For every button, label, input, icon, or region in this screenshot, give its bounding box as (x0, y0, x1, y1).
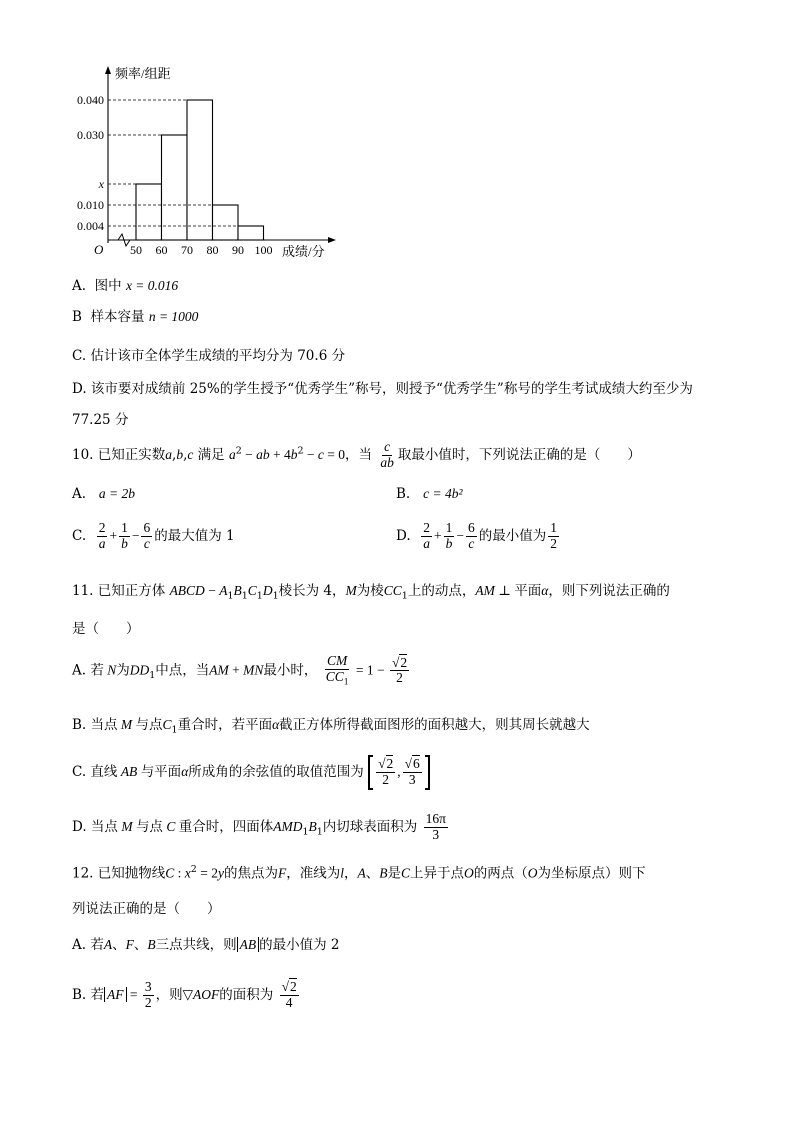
option-text: 重合时，四面体 (178, 818, 274, 835)
q12-option-b: B. 若 AF = $\frac{3}{2}$ ，则▽AOF的面积为 $\frac{√2}{4}$ (72, 979, 297, 1010)
q9-option-d (72, 381, 693, 397)
y-axis-label: 频率/组距 (115, 66, 171, 81)
stem-text: 10. 已知正实数 (72, 446, 166, 463)
stem-text: 为坐标原点）则下 (537, 865, 646, 882)
option-text: 中点，当 (155, 662, 210, 679)
q9-option-b (72, 309, 198, 325)
stem-text: 满足 (197, 446, 225, 463)
option-text: 截正方体所得截面图形的面积越大，则其周长就越大 (279, 717, 590, 733)
option-text: 与点 (135, 717, 163, 733)
stem-text: 平面 (514, 583, 542, 599)
option-prefix: B. (396, 486, 411, 502)
stem-text: 取最小值时，下列说法正确的是（ ） (397, 446, 641, 463)
stem-text: 的两点（ (473, 865, 528, 882)
option-text: B. 若 (72, 986, 105, 1003)
option-text: 77.25 分 (72, 412, 129, 428)
option-text: C. 直线 (72, 763, 118, 780)
option-prefix: A. (72, 486, 87, 502)
q11-stem: 11. 已知正方体 ABCD − $A_1B_1C_1D_1$棱长为 4，M为棱$CC_1$上的动点，AM ⊥ 平面α，则下列说法正确的 (72, 583, 670, 602)
option-text: 的最大值为 1 (154, 527, 235, 544)
x-tick-label: 80 (206, 243, 219, 257)
x-axis-label: 成绩/分 (282, 244, 325, 259)
q10-option-a (72, 486, 135, 502)
option-text: 内切球表面积为 (322, 818, 418, 835)
option-text: D. 该市要对成绩前 25%的学生授予“优秀学生”称号，则授予“优秀学生”称号的学生考试成绩大约至少为 (72, 381, 693, 397)
option-math: n = 1000 (148, 309, 199, 324)
option-text: A. 若 (72, 937, 104, 953)
q10-option-d: D. $\frac{2}{a}$ + $\frac{1}{b}$ − $\frac{6}{c}$ 的最小值为 $\frac{1}{2}$ (396, 520, 557, 551)
option-prefix: B (72, 309, 82, 325)
option-text: 的最小值为 2 (259, 937, 340, 953)
q9-option-c (72, 348, 345, 364)
x-tick-label: 50 (130, 243, 142, 257)
stem-text: 上的动点， (407, 583, 476, 599)
q12-stem-line2 (72, 901, 221, 917)
frequency-histogram (60, 58, 360, 268)
q10-stem: 10. 已知正实数a,b,c 满足 $a^2$ − ab + $4b^2 - c = 0$，当 $\frac{c}{ab}$ 取最小值时，下列说法正确的是（ ） (72, 439, 641, 470)
origin-label: O (94, 242, 104, 257)
option-text: 为 (116, 662, 130, 679)
x-axis-arrow (328, 237, 336, 243)
y-tick-label: 0.030 (77, 128, 104, 142)
option-text: ，则 (155, 986, 183, 1003)
option-text: 所成角的余弦值的取值范围为 (188, 763, 364, 780)
stem-text: ，则下列说法正确的 (548, 583, 670, 599)
stem-text: 11. 已知正方体 (72, 583, 166, 599)
stem-text: ， (343, 865, 358, 882)
option-math: x = 0.016 (125, 278, 179, 293)
q12-option-a: A. 若A、F、B三点共线，则 AB 的最小值为 2 (72, 937, 340, 953)
x-tick-label: 90 (232, 243, 244, 257)
histogram-bar-90-100 (238, 226, 264, 240)
x-tick-label: 60 (155, 243, 168, 257)
q9-option-a (72, 278, 178, 294)
stem-text: 的焦点为 (223, 865, 278, 882)
histogram-bar-50-60 (136, 184, 162, 240)
x-tick-label: 100 (254, 243, 273, 257)
option-text: B. 当点 (72, 717, 118, 733)
option-text: 的最小值为 (478, 527, 547, 544)
y-tick-label: 0.010 (77, 198, 104, 212)
option-text: A. 若 (72, 662, 104, 679)
option-text: C. 估计该市全体学生成绩的平均分为 70.6 分 (72, 348, 346, 364)
q11-option-b: B. 当点 M 与点$C_1$重合时，若平面α截正方体所得截面图形的面积越大，则其周长就越大 (72, 717, 590, 736)
option-text: 与平面 (140, 763, 182, 780)
stem-text: 上异于点 (410, 865, 464, 882)
q11-option-c: C. 直线 AB 与平面α所成角的余弦值的取值范围为 $\frac{√2}{2}$ , $\frac{√6}{3}$ (72, 757, 430, 788)
y-tick-label: 0.004 (77, 219, 104, 233)
q11-option-d: D. 当点 M 与点 C 重合时，四面体$AMD_1B_1$内切球表面积为 $\frac{16\pi}{3}$ (72, 811, 446, 842)
q10-option-b (396, 486, 463, 502)
option-text: 三点共线，则 (155, 937, 237, 953)
histogram-bar-60-70 (162, 135, 188, 240)
y-axis-arrow (105, 66, 111, 74)
stem-text: 是（ ） (72, 621, 140, 637)
option-prefix: C. (72, 527, 87, 544)
x-tick-label: 70 (181, 243, 193, 257)
histogram-bar-70-80 (187, 100, 213, 240)
stem-text: 12. 已知抛物线 (72, 865, 166, 882)
option-text: D. 当点 (72, 818, 118, 835)
option-text: 与点 (135, 818, 163, 835)
q11-option-a: A. 若 N为$DD_1$中点，当AM + MN最小时， $\frac{CM}{CC_1}$ = 1 − $\frac{√2}{2}$ (72, 653, 408, 688)
option-text: 的面积为 (219, 986, 274, 1003)
stem-text: 棱长为 4， (278, 583, 346, 599)
option-prefix: A. (72, 278, 87, 294)
q12-stem: 12. 已知抛物线C : $x^2 = 2y$的焦点为F，准线为l，A、B是C上异于点O的两点（O为坐标原点）则下 (72, 864, 646, 882)
option-text: 样本容量 (90, 309, 145, 325)
stem-text: ，当 (345, 446, 373, 463)
option-text: 图中 (94, 278, 122, 294)
option-math: a = 2b (98, 486, 136, 501)
stem-text: 列说法正确的是（ ） (72, 901, 221, 917)
q9-option-d-line2 (72, 412, 128, 428)
option-math: c = 4b² (423, 486, 463, 501)
option-prefix: D. (396, 527, 411, 544)
option-text: 重合时，若平面 (177, 717, 273, 733)
stem-text: 是 (387, 865, 401, 882)
stem-text: ，准线为 (286, 865, 341, 882)
y-tick-label: 0.040 (77, 93, 104, 107)
stem-text: 为棱 (356, 583, 384, 599)
histogram-bar-80-90 (213, 205, 239, 240)
y-tick-label: x (98, 177, 104, 191)
option-text: 最小时， (263, 662, 318, 679)
q11-stem-line2 (72, 621, 140, 637)
q10-option-c: C. $\frac{2}{a}$ + $\frac{1}{b}$ − $\frac{6}{c}$ 的最大值为 1 (72, 520, 235, 551)
